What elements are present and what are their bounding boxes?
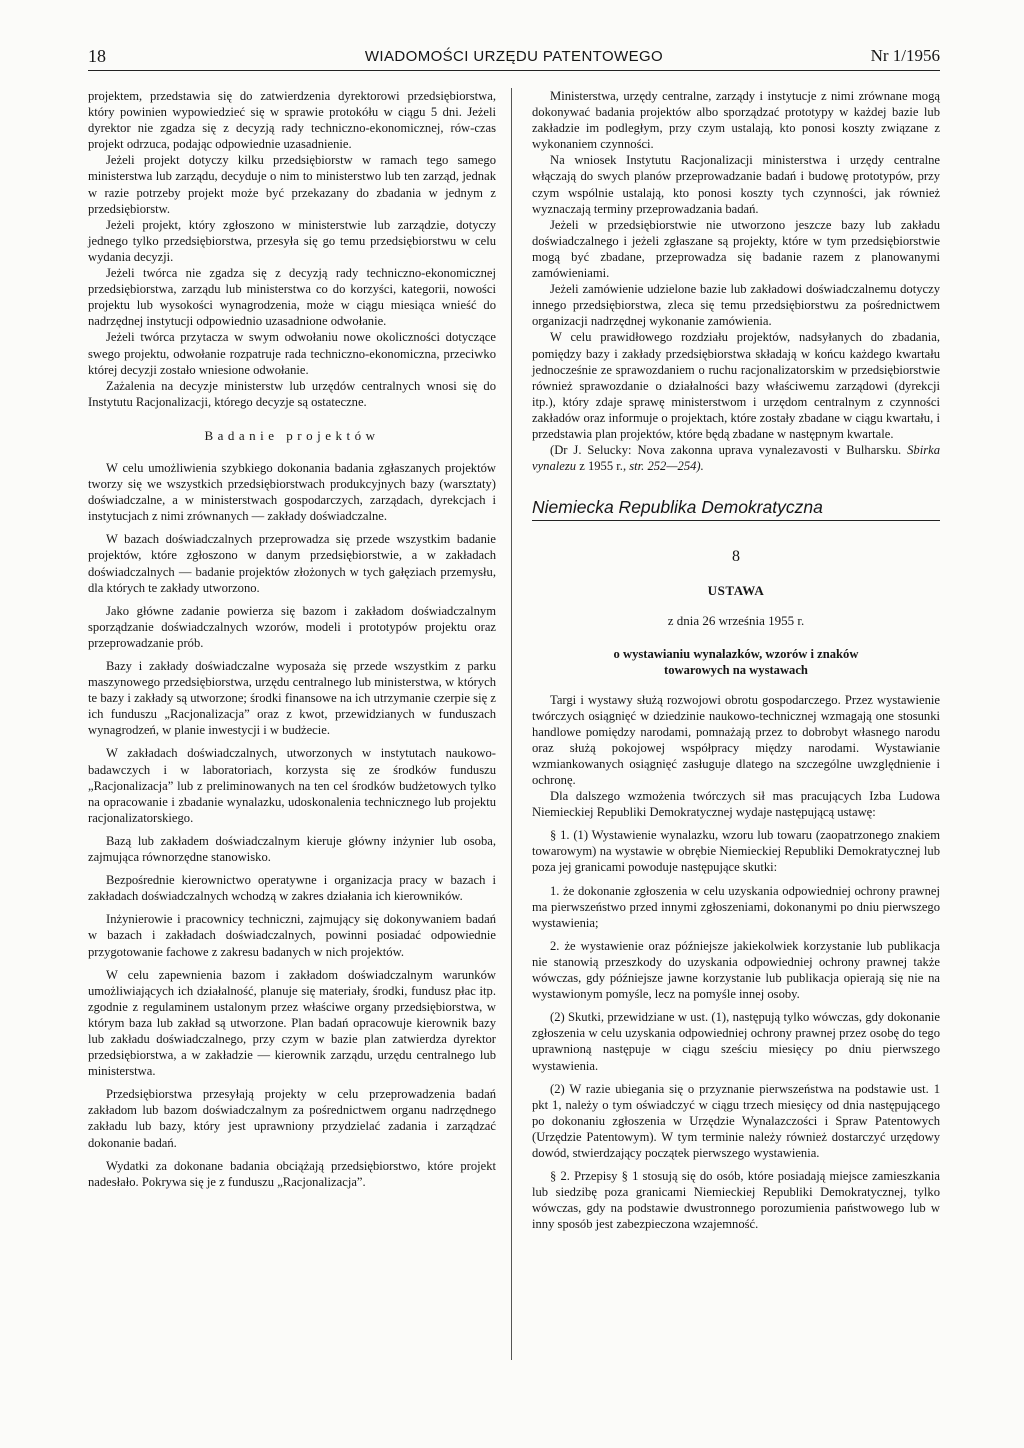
citation [532, 442, 940, 474]
act-number: 8 [732, 548, 740, 566]
act-title [532, 646, 940, 678]
citation-journal: Sbirka vynalezu [532, 443, 940, 474]
paragraph: (2) Skutki, przewidziane w ust. (1), następują tylko wówczas, gdy dokonanie zgłoszenia w celu uzyskania odpowiedniej ochrony prawnej przez osobę do tego uprawnioną następuje w ciągu sześciu miesięcy po dniu pierwszego wystawienia. [532, 1010, 940, 1073]
paragraph: (2) W razie ubiegania się o przyznanie pierwszeństwa na podstawie ust. 1 pkt 1, należy o tym oświadczyć w ciągu trzech miesięcy od dnia następującego po dokonaniu zgłoszenia w Urzędzie Wynalazczości i Spraw Patentowych (Urzędzie Patentowym). W tym terminie należy również dostarczyć urzędowy dowód, stwierdzający początek pierwszego wystawienia. [532, 1081, 940, 1160]
paragraph: Bazą lub zakładem doświadczalnym kieruje główny inżynier lub osoba, zajmująca równorzędne stanowisko. [88, 833, 496, 865]
act-type: USTAWA [707, 583, 765, 599]
paragraph: W zakładach doświadczalnych, utworzonych w instytutach naukowo-badawczych i w laboratoriach, korzysta się ze środków funduszu „Racjonalizacja” lub z preliminowanych na ten cel środków budżetowych tylko na opracowanie i zbadanie wynalazku, udoskonalenia technicznego lub projektu racjonalizatorskiego. [88, 746, 496, 825]
citation-year: z 1955 r., [579, 459, 627, 474]
issue-number: Nr 1/1956 [870, 46, 940, 65]
paragraph: Bezpośrednie kierownictwo operatywne i organizacja pracy w bazach i zakładach doświadczalnych wchodzą w zakres działania ich kierowników. [88, 873, 496, 904]
paragraph: Przedsiębiorstwa przesyłają projekty w celu przeprowadzenia badań zakładom lub bazom doświadczalnym za pośrednictwem organu nadrzędnego zakładu lub bazy, który jest uprawniony przydzielać zadania i zarządzać dokonanie badań. [88, 1087, 496, 1150]
paragraph: Jeżeli zamówienie udzielone bazie lub zakładowi doświadczalnemu dotyczy innego przedsiębiorstwa, zleca się temu przedsiębiorstwu za pośrednictwem organizacji nadrzędnej wykonanie zamówienia. [532, 282, 940, 329]
paragraph: 2. że wystawienie oraz późniejsze jakiekolwiek korzystanie lub publikacja nie stanowią przeszkody do uzyskania odpowiedniej ochrony prawnej także wówczas, gdy późniejsze jawne korzystanie lub publikacja opierają się nie na wystawionym pomyśle, lecz na pomyśle innej osoby. [532, 938, 940, 1002]
paragraph: Zażalenia na decyzje ministerstw lub urzędów centralnych wnosi się do Instytutu Racjonalizacji, którego decyzje są ostateczne. [88, 378, 496, 409]
paragraph: Jeżeli twórca przytacza w swym odwołaniu nowe okoliczności dotyczące swego projektu, odwołanie rozpatruje rada techniczno-ekonomiczna, przeciwko której decyzji zostało wniesione odwołanie. [88, 330, 496, 377]
act-title-line: o wystawianiu wynalazków, wzorów i znaków [613, 646, 859, 661]
paragraph: Targi i wystawy służą rozwojowi obrotu gospodarczego. Przez wystawienie twórczych osiągnięć w dziedzinie naukowo-technicznej wzmagają one stosunki handlowe pomiędzy narodami, pomnażają przez to dobrobyt własnego narodu oraz służą pokojowej współpracy między narodami. Wystawianie wzmiankowanych osiągnięć zasługuje dlatego na szczególne uwzględnienie i ochronę. [532, 692, 940, 787]
paragraph: Inżynierowie i pracownicy techniczni, zajmujący się dokonywaniem badań w bazach i zakładach doświadczalnych, powinni posiadać odpowiednie przygotowanie fachowe z zakresu badanych w nich projektów. [88, 912, 496, 959]
section-heading: Badanie projektów [204, 427, 380, 443]
paragraph: 1. że dokonanie zgłoszenia w celu uzyskania odpowiedniej ochrony prawnej ma pierwszeństwo przed innymi zgłoszeniami, dokonanymi po dniu pierwszego wystawienia; [532, 883, 940, 930]
paragraph: Wydatki za dokonane badania obciążają przedsiębiorstwo, które projekt nadesłało. Pokrywa się je z funduszu „Racjonalizacja”. [88, 1158, 496, 1189]
paragraph: Jeżeli twórca nie zgadza się z decyzją rady techniczno-ekonomicznej przedsiębiorstwa, zarządu lub ministerstwa co do korzyści, kategorii, nowości projektu lub wysokości wynagrodzenia, może w ciągu miesiąca wnieść do nadrzędnej instytucji odpowiednio uzasadnione odwołanie. [88, 266, 496, 329]
page-header [88, 46, 940, 71]
paragraph: Na wniosek Instytutu Racjonalizacji ministerstwa i urzędy centralne włączają do swych planów przeprowadzanie badań i budowę prototypów, przy czym wspólnie ustalają, kto ponosi koszty tych czynności, jak również wyznaczają terminy przeprowadzania badań. [532, 153, 940, 216]
paragraph: § 2. Przepisy § 1 stosują się do osób, które posiadają miejsce zamieszkania lub siedzibę poza granicami Niemieckiej Republiki Demokratycznej, tylko wówczas, gdy na podstawie dwustronnego porozumienia państwowego lub w inny sposób jest zabezpieczona wzajemność. [532, 1169, 940, 1232]
column-divider [511, 88, 512, 1360]
paragraph: Ministerstwa, urzędy centralne, zarządy i instytucje z nimi zrównane mogą dokonywać badania projektów albo sporządzać prototypy w każdej bazie lub zakładzie im podległym, przy czym ustalają, kto ponosi koszty związane z wykonaniem czynności. [532, 89, 940, 152]
citation-pages: str. 252—254). [629, 459, 704, 474]
paragraph: Jeżeli projekt dotyczy kilku przedsiębiorstw w ramach tego samego ministerstwa lub zarządu, decyduje o nim to ministerstwo lub ten zarząd, jednak w razie potrzeby projekt może być przekazany do zbadania w jednym z przedsiębiorstw. [88, 153, 496, 216]
paragraph: W bazach doświadczalnych przeprowadza się przede wszystkim badanie projektów, które zgłoszono w danym przedsiębiorstwie, a w zakładach doświadczalnych — badanie projektów złożonych w tych gałęziach przemysłu, dla których te zakłady utworzono. [88, 532, 496, 595]
act-date: z dnia 26 września 1955 r. [667, 613, 805, 629]
paragraph: Dla dalszego wzmożenia twórczych sił mas pracujących Izba Ludowa Niemieckiej Republiki Demokratycznej wydaje następującą ustawę: [532, 789, 940, 820]
paragraph: projektem, przedstawia się do zatwierdzenia dyrektorowi przedsiębiorstwa, który powinien wypowiedzieć się w sprawie protokółu w ciągu 5 dni. Jeżeli dyrektor nie zgadza się z decyzją rady techniczno-ekonomicznej, rów-czas projekt odrzuca, podając odpowiednie uzasadnienie. [88, 89, 496, 152]
country-heading: Niemiecka Republika Demokratyczna [532, 496, 940, 521]
paragraph: § 1. (1) Wystawienie wynalazku, wzoru lub towaru (zaopatrzonego znakiem towarowym) na wystawie w obrębie Niemieckiej Republiki Demokratycznej lub poza jej granicami powoduje następujące skutki: [532, 828, 940, 875]
paragraph: Jeżeli w przedsiębiorstwie nie utworzono jeszcze bazy lub zakładu doświadczalnego i jeżeli zgłaszane są projekty, które w tym przedsiębiorstwie mogą być zbadane, przeprowadza się badanie razem z planowanymi zamówieniami. [532, 217, 940, 281]
page-number: 18 [88, 46, 106, 66]
citation-text: (Dr J. Selucky: Nova zakonna uprava vynalezavosti v Bulharsku. [550, 443, 902, 458]
journal-title: WIADOMOŚCI URZĘDU PATENTOWEGO [364, 48, 664, 65]
paragraph: Jako główne zadanie powierza się bazom i zakładom doświadczalnym sporządzanie doświadczalnych wzorów, modeli i prototypów projektu oraz przeprowadzanie prób. [88, 603, 496, 650]
paragraph: Bazy i zakłady doświadczalne wyposaża się przede wszystkim z parku maszynowego przedsiębiorstwa, urzędu centralnego lub ministerstwa, w których te bazy i zakłady są utworzone; środki finansowe na ich utrzymanie czerpie się z ich funduszu „Racjonalizacja” oraz z kwot, przewidzianych w funduszach wynagrodzeń, w planie inwestycji i w budżecie. [88, 659, 496, 738]
paragraph: W celu umożliwienia szybkiego dokonania badania zgłaszanych projektów tworzy się we wszystkich przedsiębiorstwach produkcyjnych bazy (warsztaty) doświadczalne, a w ministerstwach gospodarczych, zarządach, dyrekcjach i instytucjach z nimi zrównanych — zakłady doświadczalne. [88, 460, 496, 524]
act-title-line: towarowych na wystawach [664, 662, 808, 677]
left-column [88, 88, 496, 1190]
paragraph: W celu zapewnienia bazom i zakładom doświadczalnym warunków umożliwiających ich działalność, planuje się materiały, środki, fundusz płac itp. zgodnie z regulaminem ustalonym przez właściwe organy przedsiębiorstwa, w którym baza lub zakład są utworzone. Plan badań opracowuje kierownik bazy lub zakładu doświadczalnego, przy czym w bazie plan zatwierdza dyrektor przedsiębiorstwa, a w zakładzie — kierownik zarządu, urzędu centralnego lub ministerstwa. [88, 967, 496, 1079]
paragraph: Jeżeli projekt, który zgłoszono w ministerstwie lub zarządzie, dotyczy jednego tylko przedsiębiorstwa, przesyła się go temu przedsiębiorstwu w celu wydania decyzji. [88, 217, 496, 264]
right-column [532, 88, 940, 1232]
paragraph: W celu prawidłowego rozdziału projektów, nadsyłanych do zbadania, pomiędzy bazy i zakłady przedsiębiorstwa składają w końcu każdego kwartału jednocześnie ze sprawozdaniem o ruchu racjonalizatorskim w przedsiębiorstwie również sprawozdanie o działalności bazy właściwemu zarządowi (dyrekcji itp.), który zdaje sprawę ministerstwom i urzędom centralnym z czynności zakładów oraz informuje o projektach, które zostały zbadane w ciągu kwartału, i przedstawia plan projektów, które będą zbadane w następnym kwartale. [532, 330, 940, 441]
